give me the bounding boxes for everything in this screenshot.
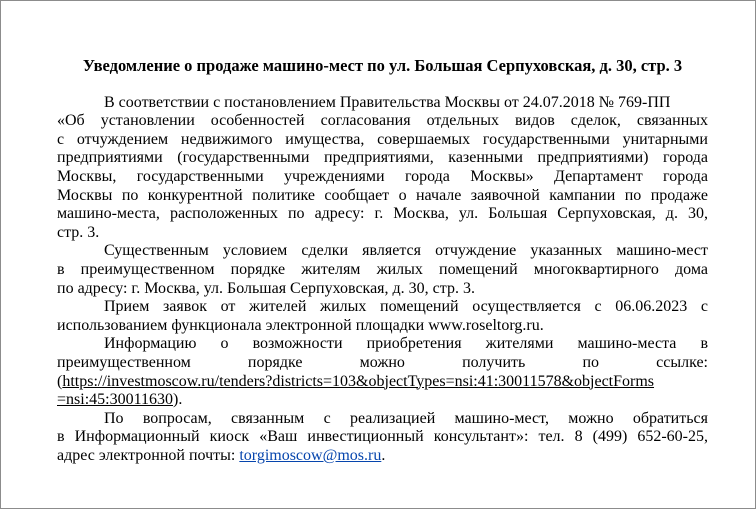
email-label: адрес электронной почты: [57, 446, 240, 464]
text-line: с отчуждением недвижимого имущества, совершаемых государственными унитарными [57, 130, 708, 148]
text-line [57, 373, 708, 392]
text-line [57, 447, 708, 466]
email-link[interactable]: torgimoscow@mos.ru [239, 446, 382, 464]
text-line: Информацию о возможности приобретения жителями машино-места в [104, 335, 708, 353]
text-line: Существенным условием сделки является отчуждение указанных машино-мест [104, 242, 708, 260]
text-line: в Информационный киоск «Ваш инвестиционный консультант»: тел. 8 (499) 652-60-25, [57, 428, 708, 446]
open-paren: ( [57, 372, 63, 390]
paragraph-legal-basis [57, 94, 708, 243]
tenders-link-continued[interactable]: =nsi:45:30011630 [57, 391, 173, 409]
period: . [381, 446, 386, 464]
page-title: Уведомление о продаже машино-мест по ул. Большая Серпуховская, д. 30, стр. 3 [82, 56, 683, 75]
document-body [57, 57, 708, 465]
text-line [57, 391, 708, 410]
text-line: В соответствии с постановлением Правительства Москвы от 24.07.2018 № 769-ПП [104, 93, 671, 111]
text-line: использованием функционала электронной площадки www.roseltorg.ru. [57, 316, 544, 334]
text-line: Москвы, государственными учреждениями города Москвы» Департамент города [57, 167, 708, 185]
paragraph-contacts [57, 410, 708, 466]
paragraph-information [57, 335, 708, 409]
text-line: Прием заявок от жителей жилых помещений осуществляется с 06.06.2023 с [104, 298, 708, 316]
text-line: машино-места, расположенных по адресу: г. Москва, ул. Большая Серпуховская, д. 30, [57, 205, 708, 223]
text-line: предприятиями (государственными предприятиями, казенными предприятиями) города [57, 149, 708, 167]
text-line: По вопросам, связанным с реализацией машино-мест, можно обратиться [104, 409, 708, 427]
close-paren: ). [173, 391, 183, 409]
text-line: в преимущественном порядке жителям жилых помещений многоквартирного дома [57, 260, 708, 278]
tenders-link[interactable]: https://investmoscow.ru/tenders?districts=103&objectTypes=nsi:41:30011578&objectForms [62, 372, 655, 390]
text-line: по адресу: г. Москва, ул. Большая Серпуховская, д. 30, стр. 3. [57, 279, 475, 297]
text-line: Москвы по конкурентной политике сообщает о начале заявочной кампании по продаже [57, 186, 708, 204]
paragraph-applications [57, 298, 708, 335]
paragraph-condition [57, 242, 708, 298]
text-line: преимущественном порядке можно получить по ссылке: [57, 353, 708, 371]
text-line: «Об установлении особенностей согласования отдельных видов сделок, связанных [57, 112, 708, 130]
text-line: стр. 3. [57, 223, 100, 241]
